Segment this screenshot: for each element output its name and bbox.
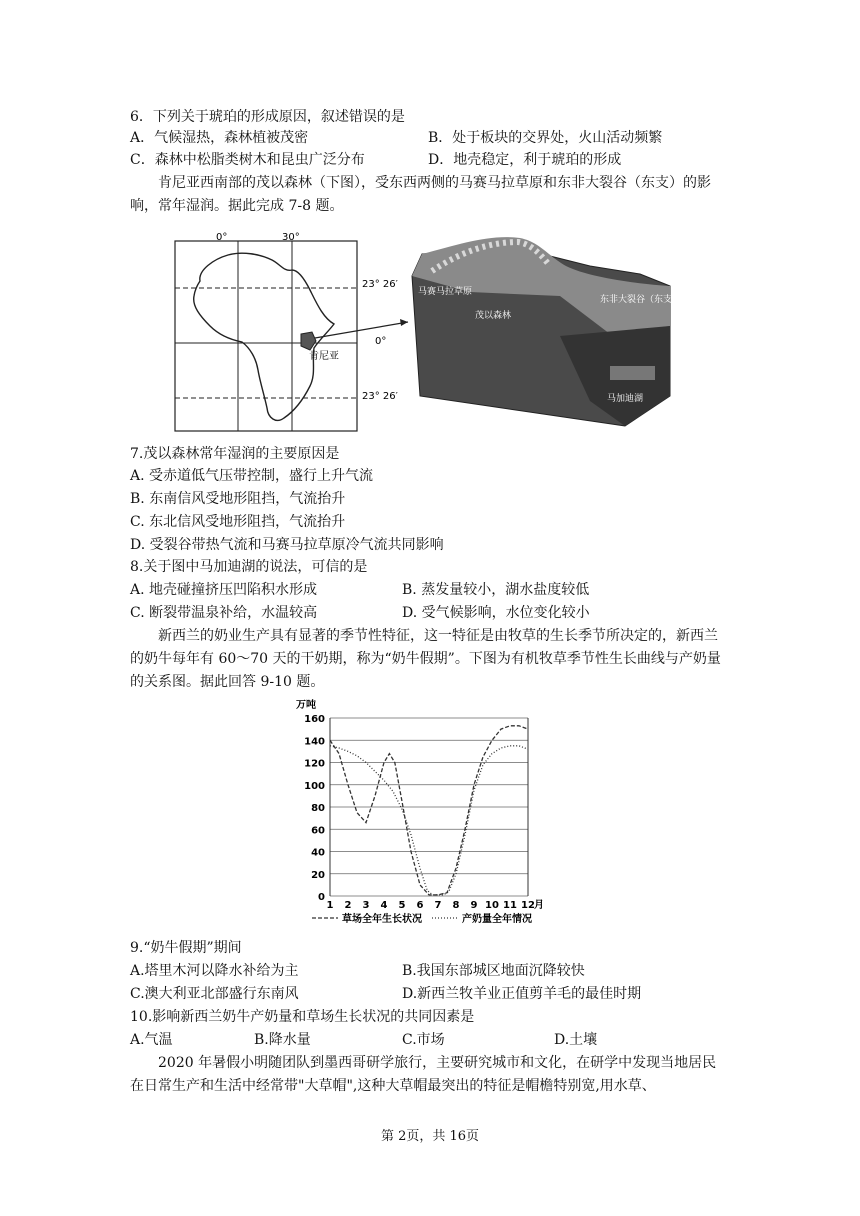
intro-7-8: 肯尼亚西南部的茂以森林（下图），受东西两侧的马赛马拉草原和东非大裂谷（东支）的影响，常年湿润。据此完成 7-8 题。 <box>130 175 711 214</box>
q6-option-c: C．森林中松脂类树木和昆虫广泛分布 <box>130 152 365 168</box>
q10-option-d: D.土壤 <box>554 1032 598 1048</box>
intro-9-10: 新西兰的奶业生产具有显著的季节性特征，这一特征是由牧草的生长季节所决定的，新西兰的奶牛每年有 60～70 天的干奶期，称为“奶牛假期”。下图为有机牧草季节性生长曲线与产奶量的关系图。据此回答 9-10 题。 <box>130 628 721 690</box>
chart-series <box>330 726 528 895</box>
x-tick-label: 4 <box>380 900 388 911</box>
y-tick-label: 40 <box>311 847 325 859</box>
q7-option-b: B. 东南信风受地形阻挡，气流抬升 <box>130 491 346 507</box>
africa-map-figure <box>170 226 682 436</box>
x-tick-label: 12 <box>521 900 535 911</box>
label-masai-mara: 马赛马拉草原 <box>418 287 473 297</box>
q6-option-b: B．处于板块的交界处，火山活动频繁 <box>428 130 663 146</box>
q10-option-c: C.市场 <box>402 1032 445 1048</box>
q7-stem: 7.茂以森林常年湿润的主要原因是 <box>130 446 340 462</box>
chart-grid <box>330 718 528 896</box>
q8-option-d: D. 受气候影响，水位变化较小 <box>402 605 590 621</box>
q7-option-c: C. 东北信风受地形阻挡，气流抬升 <box>130 514 346 530</box>
label-rift-valley: 东非大裂谷（东支） <box>600 295 682 305</box>
x-tick-label: 8 <box>452 900 460 911</box>
y-tick-label: 160 <box>304 714 325 725</box>
q10-option-b: B.降水量 <box>254 1032 311 1048</box>
chart-legend <box>312 912 532 925</box>
lat-label-equator: 0° <box>375 336 387 347</box>
x-tick-label: 9 <box>470 900 478 911</box>
q9-option-c: C.澳大利亚北部盛行东南风 <box>130 986 299 1002</box>
q6-option-d: D．地壳稳定，利于琥珀的形成 <box>428 152 622 168</box>
y-tick-label: 0 <box>318 892 325 903</box>
q7-option-a: A. 受赤道低气压带控制，盛行上升气流 <box>130 468 374 484</box>
pointer-arrowhead <box>400 319 408 326</box>
x-tick-labels <box>327 900 535 911</box>
q10-option-a: A.气温 <box>130 1032 173 1048</box>
q9-option-a: A.塔里木河以降水补给为主 <box>130 963 299 979</box>
legend-label-grass: 草场全年生长状况 <box>342 914 422 925</box>
legend-label-milk: 产奶量全年情况 <box>462 914 532 925</box>
label-lake-magadi: 马加迪湖 <box>607 394 644 404</box>
q6-stem: 6．下列关于琥珀的形成原因，叙述错误的是 <box>130 109 405 125</box>
q6-option-a: A．气候湿热，森林植被茂密 <box>130 130 309 146</box>
q10-stem: 10.影响新西兰奶牛产奶量和草场生长状况的共同因素是 <box>130 1009 475 1025</box>
x-axis-unit: 月 <box>534 900 544 911</box>
label-mau-forest: 茂以森林 <box>475 311 512 321</box>
x-tick-label: 3 <box>362 900 370 911</box>
lon-label-30: 30° <box>282 232 300 243</box>
y-tick-label: 100 <box>304 780 325 792</box>
x-tick-label: 5 <box>398 900 406 911</box>
q9-option-d: D.新西兰牧羊业正值剪羊毛的最佳时期 <box>402 986 642 1002</box>
milk-grass-chart <box>290 696 570 928</box>
x-tick-label: 6 <box>416 900 424 911</box>
page-footer: 第 2页，共 16页 <box>380 1129 480 1144</box>
y-tick-label: 120 <box>304 758 325 770</box>
q8-stem: 8.关于图中马加迪湖的说法，可信的是 <box>130 559 368 575</box>
q8-option-a: A. 地壳碰撞挤压凹陷积水形成 <box>130 582 318 598</box>
lat-label-tropic-s: 23° 26′ <box>362 391 398 402</box>
q9-stem: 9.“奶牛假期”期间 <box>130 940 242 956</box>
y-tick-label: 60 <box>311 825 325 837</box>
kenya-label: 肯尼亚 <box>309 351 339 362</box>
y-tick-labels <box>304 714 325 903</box>
y-tick-label: 140 <box>304 736 325 748</box>
q8-option-c: C. 断裂带温泉补给，水温较高 <box>130 605 318 621</box>
lake-surface <box>610 366 655 380</box>
y-tick-label: 20 <box>311 869 325 881</box>
x-tick-label: 2 <box>344 900 352 911</box>
y-axis-unit: 万吨 <box>296 700 316 711</box>
lat-label-tropic-n: 23° 26′ <box>362 279 398 290</box>
q7-option-d: D. 受裂谷带热气流和马赛马拉草原冷气流共同影响 <box>130 537 444 553</box>
x-tick-label: 1 <box>326 900 334 911</box>
intro-next: 2020 年暑假小明随团队到墨西哥研学旅行，主要研究城市和文化，在研学中发现当地居民在日常生产和生活中经常带"大草帽",这种大草帽最突出的特征是帽檐特别宽,用水草、 <box>130 1055 717 1094</box>
y-tick-label: 80 <box>311 803 325 814</box>
series-line-grass <box>330 726 528 895</box>
q8-option-b: B. 蒸发量较小，湖水盐度较低 <box>402 582 590 598</box>
series-line-milk <box>330 746 528 895</box>
x-tick-label: 7 <box>434 900 442 911</box>
lon-label-0: 0° <box>216 232 228 243</box>
x-tick-label: 11 <box>503 900 517 911</box>
q9-option-b: B.我国东部城区地面沉降较快 <box>402 963 585 979</box>
x-tick-label: 10 <box>485 900 499 911</box>
